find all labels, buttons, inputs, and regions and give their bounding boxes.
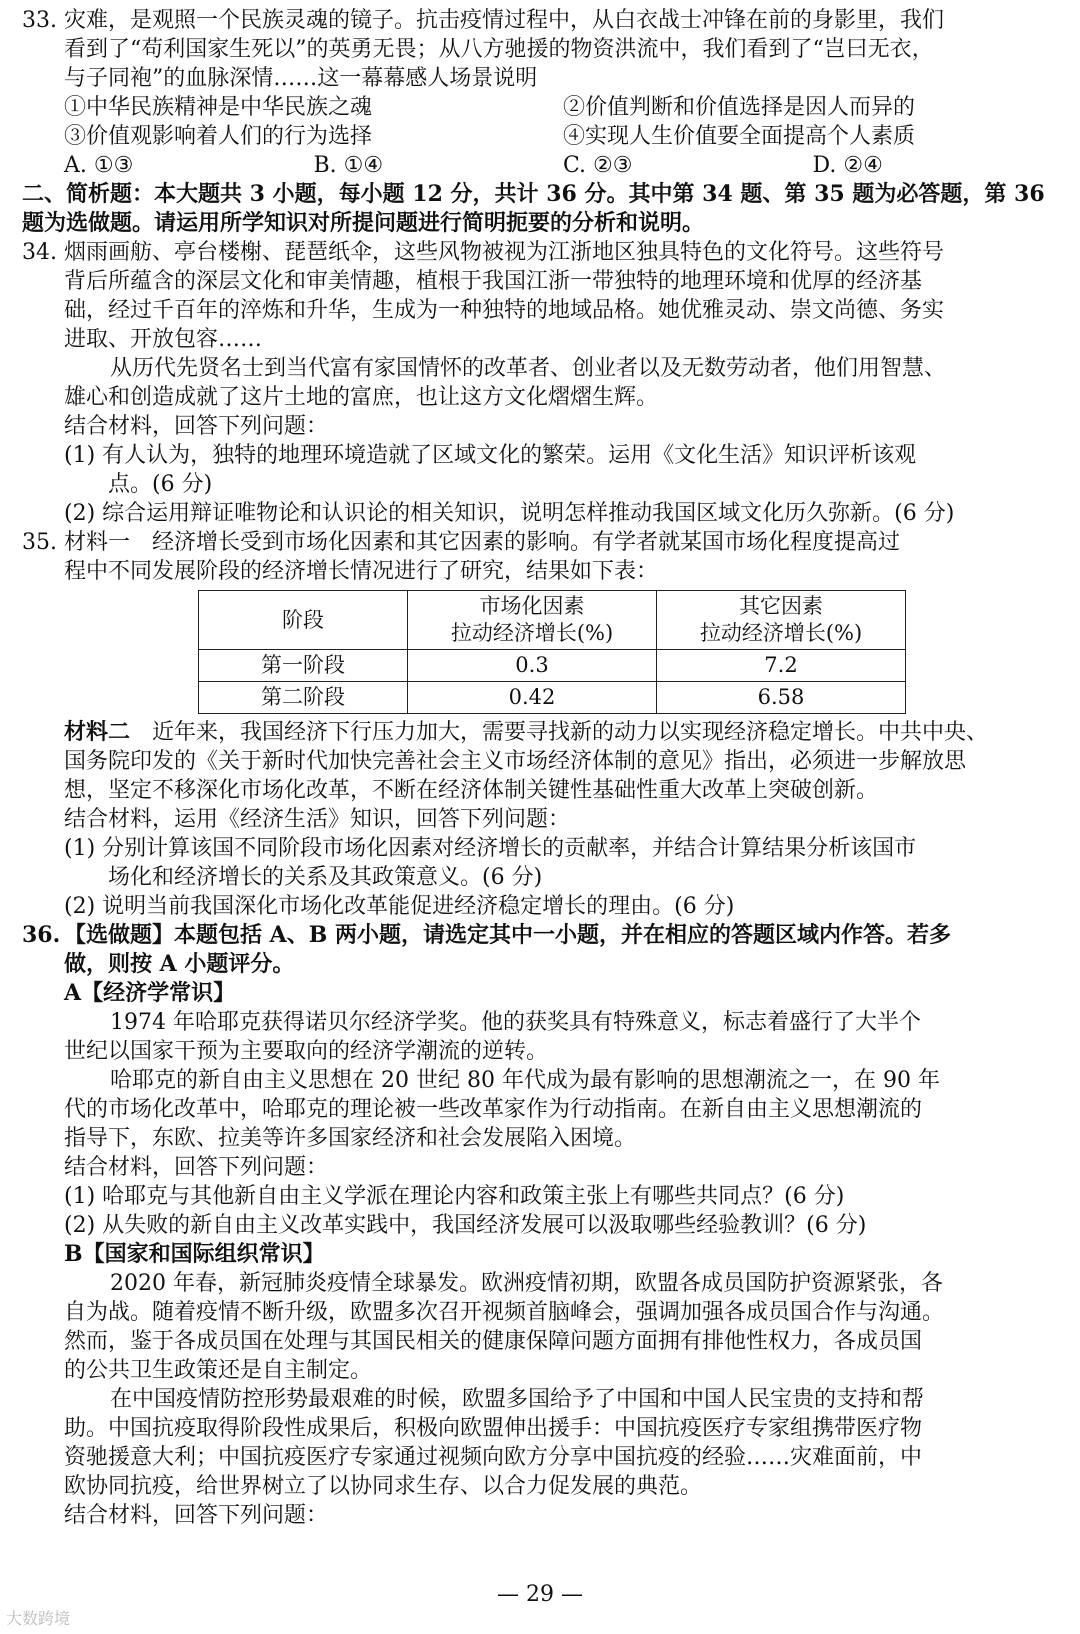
option-a: A. ①③	[64, 153, 134, 178]
material-line: 材料二 近年来，我国经济下行压力加大，需要寻找新的动力以实现经济稳定增长。中共中央、	[64, 719, 989, 745]
material-line: 2020 年春，新冠肺炎疫情全球暴发。欧洲疫情初期，欧盟各成员国防护资源紧张，各	[110, 1271, 943, 1296]
material-line: 1974 年哈耶克获得诺贝尔经济学奖。他的获奖具有特殊意义，标志着盛行了大半个	[110, 1010, 921, 1035]
question-number: 35.	[22, 530, 57, 555]
material-line: 程中不同发展阶段的经济增长情况进行了研究，结果如下表：	[64, 559, 659, 584]
option-b: B. ①④	[313, 153, 384, 178]
sub-question-2: (2) 说明当前我国深化市场化改革能促进经济稳定增长的理由。(6 分)	[64, 894, 735, 919]
material-line: 雄心和创造成就了这片土地的富庶，也让这方文化熠熠生辉。	[64, 385, 659, 410]
statement-4: ④实现人生价值要全面提高个人素质	[563, 124, 916, 149]
stem-line: 看到了“苟利国家生死以”的英勇无畏；从八方驰援的物资洪流中，我们看到了“岂曰无衣，	[64, 37, 934, 62]
statement-row	[22, 93, 1062, 122]
page-number: — 29 —	[497, 1582, 583, 1607]
material-line: 础，经过千百年的淬炼和升华，生成为一种独特的地域品格。她优雅灵动、崇文尚德、务实	[64, 298, 945, 323]
sub-question-1: (1) 有人认为，独特的地理环境造就了区域文化的繁荣。运用《文化生活》知识评析该观	[64, 443, 917, 468]
question-35	[22, 528, 1062, 586]
sub-question-1: (1) 哈耶克与其他新自由主义学派在理论内容和政策主张上有哪些共同点？(6 分)	[64, 1184, 845, 1209]
table-header-row	[199, 591, 906, 650]
material-line: 哈耶克的新自由主义思想在 20 世纪 80 年代成为最有影响的思想潮流之一，在 90 年	[110, 1068, 940, 1093]
table-cell: 第一阶段	[199, 650, 408, 682]
statement-3: ③价值观影响着人们的行为选择	[64, 124, 373, 149]
prompt: 结合材料，运用《经济生活》知识，回答下列问题：	[64, 807, 571, 832]
question-number: 36.	[22, 922, 61, 948]
stem-line: 【选做题】本题包括 A、B 两小题，请选定其中一小题，并在相应的答题区域内作答。若多	[64, 922, 951, 948]
material-line: 然而，鉴于各成员国在处理与其国民相关的健康保障问题方面拥有排他性权力，各成员国	[64, 1329, 923, 1354]
prompt: 结合材料，回答下列问题：	[64, 414, 329, 439]
material-line: 资驰援意大利；中国抗疫医疗专家通过视频向欧方分享中国抗疫的经验……灾难面前，中	[64, 1445, 923, 1470]
option-c: C. ②③	[563, 153, 633, 178]
material-line: 材料一 经济增长受到市场化因素和其它因素的影响。有学者就某国市场化程度提高过	[64, 530, 901, 555]
stem-line: 灾难，是观照一个民族灵魂的镜子。抗击疫情过程中，从白衣战士冲锋在前的身影里，我们	[64, 8, 945, 33]
statement-2: ②价值判断和价值选择是因人而异的	[563, 95, 916, 120]
answer-options	[22, 151, 1062, 180]
table-cell: 6.58	[657, 682, 906, 714]
table-cell: 0.42	[408, 682, 657, 714]
sub-question-2: (2) 综合运用辩证唯物论和认识论的相关知识，说明怎样推动我国区域文化历久弥新。(6 分)	[64, 501, 955, 526]
sub-section-a-heading: A【经济学常识】	[64, 980, 236, 1006]
material-line: 代的市场化改革中，哈耶克的理论被一些改革家作为行动指南。在新自由主义思想潮流的	[64, 1097, 923, 1122]
material-line: 世纪以国家干预为主要取向的经济学潮流的逆转。	[64, 1039, 549, 1064]
material-line: 欧协同抗疫，给世界树立了以协同求生存、以合力促发展的典范。	[64, 1474, 703, 1499]
statement-row	[22, 122, 1062, 151]
data-table	[198, 590, 906, 714]
material-line: 自为战。随着疫情不断升级，欧盟多次召开视频首脑峰会，强调加强各成员国合作与沟通。	[64, 1300, 945, 1325]
material-line: 背后所蕴含的深层文化和审美情趣，植根于我国江浙一带独特的地理环境和优厚的经济基	[64, 269, 923, 294]
table-header: 其它因素 拉动经济增长(%)	[657, 591, 906, 650]
stem-line: 做，则按 A 小题评分。	[64, 951, 295, 977]
statement-1: ①中华民族精神是中华民族之魂	[64, 95, 373, 120]
material-line: 的公共卫生政策还是自主制定。	[64, 1358, 373, 1383]
prompt: 结合材料，回答下列问题：	[64, 1503, 329, 1528]
option-d: D. ②④	[812, 153, 883, 178]
prompt: 结合材料，回答下列问题：	[64, 1155, 329, 1180]
section-heading: 二、简析题：本大题共 3 小题，每小题 12 分，共计 36 分。其中第 34 题、第 35 题为必答题，第 36	[22, 181, 1045, 207]
stem-line: 与子同袍”的血脉深情……这一幕幕感人场景说明	[64, 66, 538, 91]
material-line: 在中国疫情防控形势最艰难的时候，欧盟多国给予了中国和中国人民宝贵的支持和帮	[110, 1387, 925, 1412]
table-row	[199, 682, 906, 714]
question-36	[22, 921, 1062, 979]
table-cell: 7.2	[657, 650, 906, 682]
question-33	[22, 6, 1062, 93]
material-line: 进取、开放包容……	[64, 327, 263, 352]
sub-question-1-cont: 点。(6 分)	[108, 472, 213, 497]
sub-question-1: (1) 分别计算该国不同阶段市场化因素对经济增长的贡献率，并结合计算结果分析该国市	[64, 836, 917, 861]
table-cell: 第二阶段	[199, 682, 408, 714]
table-row	[199, 650, 906, 682]
material-line: 国务院印发的《关于新时代加快完善社会主义市场经济体制的意见》指出，必须进一步解放思	[64, 749, 967, 774]
sub-question-1-cont: 场化和经济增长的关系及其政策意义。(6 分)	[108, 865, 543, 890]
material-line: 想，坚定不移深化市场化改革，不断在经济体制关键性基础性重大改革上突破创新。	[64, 778, 879, 803]
material-line: 从历代先贤名士到当代富有家国情怀的改革者、创业者以及无数劳动者，他们用智慧、	[110, 356, 947, 381]
material-line: 指导下，东欧、拉美等许多国家经济和社会发展陷入困境。	[64, 1126, 637, 1151]
watermark: 大数跨境	[6, 1609, 71, 1628]
material-line: 助。中国抗疫取得阶段性成果后，积极向欧盟伸出援手：中国抗疫医疗专家组携带医疗物	[64, 1416, 923, 1441]
table-header: 市场化因素 拉动经济增长(%)	[408, 591, 657, 650]
sub-question-2: (2) 从失败的新自由主义改革实践中，我国经济发展可以汲取哪些经验教训？(6 分)	[64, 1213, 867, 1238]
question-number: 33.	[22, 8, 57, 33]
table-header: 阶段	[199, 591, 408, 650]
exam-page	[22, 6, 1062, 1530]
section-heading: 题为选做题。请运用所学知识对所提问题进行简明扼要的分析和说明。	[22, 210, 705, 236]
table-cell: 0.3	[408, 650, 657, 682]
material-line: 烟雨画舫、亭台楼榭、琵琶纸伞，这些风物被视为江浙地区独具特色的文化符号。这些符号	[64, 240, 945, 265]
question-34	[22, 238, 1062, 354]
question-number: 34.	[22, 240, 57, 265]
material-label: 材料二	[64, 719, 131, 745]
sub-section-b-heading: B【国家和国际组织常识】	[64, 1241, 325, 1267]
